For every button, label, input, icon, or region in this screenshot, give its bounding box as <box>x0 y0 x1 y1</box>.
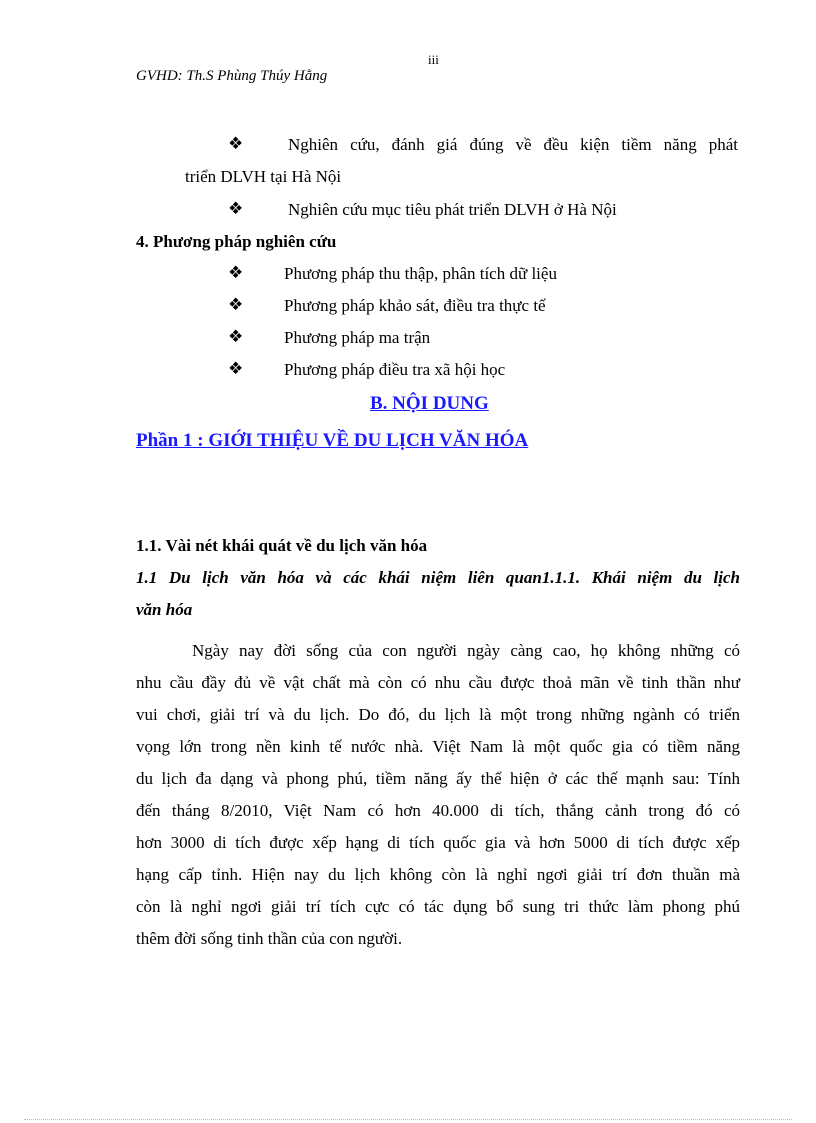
paragraph-line: nhu cầu đầy đủ về vật chất mà còn có nhu cầu được thoả mãn về tinh thần như <box>136 673 740 692</box>
paragraph-line: Ngày nay đời sống của con người ngày càng cao, họ không những có <box>192 641 740 660</box>
bullet-diamond-icon: ❖ <box>228 327 244 346</box>
bullet-diamond-icon: ❖ <box>228 199 244 218</box>
paragraph-line: thêm đời sống tinh thần của con người. <box>136 929 403 948</box>
objective-1-line2: triển DLVH tại Hà Nội <box>185 167 342 186</box>
subheading-line2: văn hóa <box>136 600 193 619</box>
paragraph-line: hơn 3000 di tích được xếp hạng di tích quốc gia và hơn 5000 di tích được xếp <box>136 833 740 852</box>
subheading-line1: 1.1 Du lịch văn hóa và các khái niệm liên quan1.1.1. Khái niệm du lịch <box>136 568 740 587</box>
paragraph-line: du lịch đa dạng và phong phú, tiềm năng ấy thể hiện ở các thế mạnh sau: Tính <box>136 769 740 788</box>
objective-1-line1: Nghiên cứu, đánh giá đúng về đều kiện tiềm năng phát <box>288 135 738 154</box>
paragraph-line: còn là nghỉ ngơi giải trí tích cực có tác dụng bổ sung tri thức làm phong phú <box>136 897 740 916</box>
method-item: Phương pháp thu thập, phân tích dữ liệu <box>284 264 557 283</box>
methods-heading: 4. Phương pháp nghiên cứu <box>136 232 337 251</box>
page-bottom-divider <box>24 1119 792 1120</box>
method-item: Phương pháp khảo sát, điều tra thực tế <box>284 296 546 315</box>
method-item: Phương pháp ma trận <box>284 328 431 347</box>
bullet-diamond-icon: ❖ <box>228 295 244 314</box>
page-header: GVHD: Th.S Phùng Thúy Hằng <box>136 68 328 84</box>
part-1-heading[interactable]: Phần 1 : GIỚI THIỆU VỀ DU LỊCH VĂN HÓA <box>136 430 529 451</box>
section-b-heading[interactable]: B. NỘI DUNG <box>370 393 489 414</box>
subsection-heading: 1.1. Vài nét khái quát về du lịch văn hóa <box>136 536 428 555</box>
paragraph-line: vọng lớn trong nền kinh tế nước nhà. Việt Nam là một quốc gia có tiềm năng <box>136 737 740 756</box>
bullet-diamond-icon: ❖ <box>228 263 244 282</box>
bullet-diamond-icon: ❖ <box>228 134 244 153</box>
paragraph-line: đến tháng 8/2010, Việt Nam có hơn 40.000 di tích, thắng cảnh trong đó có <box>136 801 740 820</box>
paragraph-line: vui chơi, giải trí và du lịch. Do đó, du lịch là một trong những ngành có triển <box>136 705 740 724</box>
bullet-diamond-icon: ❖ <box>228 359 244 378</box>
method-item: Phương pháp điều tra xã hội học <box>284 360 506 379</box>
paragraph-line: hạng cấp tỉnh. Hiện nay du lịch không còn là nghỉ ngơi giải trí đơn thuần mà <box>136 865 740 884</box>
objective-2: Nghiên cứu mục tiêu phát triển DLVH ở Hà Nội <box>288 200 617 219</box>
page-number: iii <box>428 52 439 67</box>
